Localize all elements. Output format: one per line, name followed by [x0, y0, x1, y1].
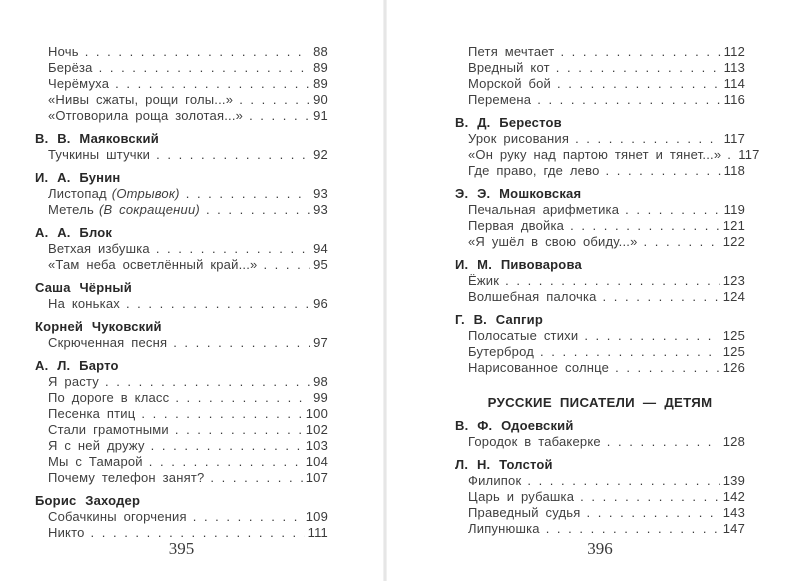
entry-page-number: 90: [313, 92, 328, 107]
author-name: Борис Заходер: [35, 493, 141, 508]
entry-title: Ночь: [48, 44, 79, 59]
dot-leader: [156, 147, 310, 163]
dot-leader: [556, 60, 721, 76]
entry-page-number: 117: [738, 147, 760, 162]
dot-leader: [239, 92, 310, 108]
entry-page-number: 89: [313, 76, 328, 91]
toc-entry: [455, 434, 745, 450]
entry-title: Черёмуха: [48, 76, 110, 91]
toc-entry: [35, 108, 328, 124]
dot-leader: [584, 328, 719, 344]
toc-entry: [455, 76, 745, 92]
entry-subtitle-italic: (Отрывок): [111, 186, 180, 201]
entry-page-number: 112: [723, 44, 745, 59]
entry-page-number: 92: [313, 147, 328, 162]
dot-leader: [173, 335, 310, 351]
dot-leader: [625, 202, 721, 218]
entry-title: Праведный судья: [468, 505, 581, 520]
entry-title: Я расту: [48, 374, 99, 389]
toc-entry: [455, 521, 745, 537]
toc-entry: [35, 147, 328, 163]
entry-page-number: 142: [722, 489, 745, 504]
entry-page-number: 93: [313, 186, 328, 201]
dot-leader: [263, 257, 310, 273]
entry-title: Городок в табакерке: [468, 434, 601, 449]
entry-title: Бутерброд: [468, 344, 535, 359]
entry-title: «Отговорила роща золотая...»: [48, 108, 244, 123]
toc-entry: [35, 76, 328, 92]
dot-leader: [546, 521, 720, 537]
toc-column-right: [455, 44, 760, 537]
toc-entry: [455, 163, 745, 179]
entry-page-number: 143: [722, 505, 745, 520]
entry-title: Урок рисования: [468, 131, 570, 146]
toc-entry: [35, 509, 328, 525]
entry-title: Липунюшка: [468, 521, 540, 536]
toc-entry: [455, 202, 745, 218]
page-gutter-line: [383, 0, 387, 581]
dot-leader: [249, 108, 310, 124]
dot-leader: [151, 438, 303, 454]
toc-column-left: [35, 44, 328, 541]
toc-entry: [455, 234, 745, 250]
page-number-right: 396: [587, 539, 613, 558]
entry-title: Почему телефон занят?: [48, 470, 205, 485]
entry-title: «Там неба осветлённый край...»: [48, 257, 258, 272]
dot-leader: [175, 390, 310, 406]
entry-title: Собачкины огорчения: [48, 509, 187, 524]
dot-leader: [606, 163, 721, 179]
toc-entry: [35, 60, 328, 76]
dot-leader: [505, 273, 720, 289]
entry-page-number: 114: [723, 76, 745, 91]
entry-title: Нарисованное солнце: [468, 360, 610, 375]
entry-title: Никто: [48, 525, 85, 540]
entry-title: Песенка птиц: [48, 406, 136, 421]
dot-leader: [560, 44, 720, 60]
author-name: Э. Э. Мошковская: [455, 186, 582, 201]
entry-title: Стали грамотными: [48, 422, 169, 437]
toc-entry: [455, 289, 745, 305]
entry-page-number: 125: [722, 328, 745, 343]
entry-title: Первая двойка: [468, 218, 565, 233]
toc-entry: [35, 44, 328, 60]
entry-title: Вредный кот: [468, 60, 550, 75]
entry-title: Ветхая избушка: [48, 241, 150, 256]
author-name: В. Ф. Одоевский: [455, 418, 574, 433]
toc-entry: [455, 273, 745, 289]
entry-title: Полосатые стихи: [468, 328, 579, 343]
toc-entry: [35, 390, 328, 406]
dot-leader: [149, 454, 303, 470]
entry-title: Скрюченная песня: [48, 335, 168, 350]
entry-page-number: 117: [723, 131, 745, 146]
toc-entry: [455, 489, 745, 505]
dot-leader: [85, 44, 310, 60]
dot-leader: [105, 374, 310, 390]
dot-leader: [575, 131, 721, 147]
entry-page-number: 111: [307, 525, 328, 540]
dot-leader: [727, 147, 735, 163]
entry-page-number: 123: [722, 273, 745, 288]
entry-title: Тучкины штучки: [48, 147, 151, 162]
entry-page-number: 116: [723, 92, 745, 107]
entry-title: Где право, где лево: [468, 163, 600, 178]
entry-page-number: 124: [722, 289, 745, 304]
author-name: Г. В. Сапгир: [455, 312, 543, 327]
entry-page-number: 147: [722, 521, 745, 536]
toc-entry: [455, 60, 745, 76]
entry-title: Я с ней дружу: [48, 438, 145, 453]
entry-title: «Нивы сжаты, рощи голы...»: [48, 92, 234, 107]
entry-title: Листопад: [48, 186, 107, 201]
author-name: А. А. Блок: [35, 225, 113, 240]
toc-entry: [35, 422, 328, 438]
toc-entry: [455, 218, 745, 234]
toc-entry: [35, 202, 328, 218]
author-name: А. Л. Барто: [35, 358, 119, 373]
entry-page-number: 122: [722, 234, 745, 249]
dot-leader: [115, 76, 310, 92]
entry-page-number: 96: [313, 296, 328, 311]
toc-entry: [455, 147, 760, 163]
dot-leader: [586, 505, 719, 521]
dot-leader: [206, 202, 310, 218]
toc-entry: [35, 335, 328, 351]
entry-page-number: 125: [722, 344, 745, 359]
toc-entry: [455, 328, 745, 344]
left-page: [35, 0, 328, 587]
entry-page-number: 103: [305, 438, 328, 453]
dot-leader: [607, 434, 720, 450]
right-page: [455, 0, 760, 587]
dot-leader: [540, 344, 720, 360]
dot-leader: [156, 241, 310, 257]
entry-title: По дороге в класс: [48, 390, 170, 405]
toc-entry: [35, 406, 328, 422]
author-name: Л. Н. Толстой: [455, 457, 553, 472]
entry-title: На коньках: [48, 296, 120, 311]
toc-entry: [35, 92, 328, 108]
entry-subtitle-italic: (В сокращении): [98, 202, 200, 217]
entry-page-number: 113: [723, 60, 745, 75]
dot-leader: [644, 234, 720, 250]
dot-leader: [580, 489, 720, 505]
toc-entry: [35, 241, 328, 257]
entry-page-number: 118: [723, 163, 745, 178]
toc-entry: [455, 92, 745, 108]
author-name: В. Д. Берестов: [455, 115, 562, 130]
toc-entry: [35, 374, 328, 390]
entry-page-number: 109: [305, 509, 328, 524]
entry-title: Волшебная палочка: [468, 289, 597, 304]
dot-leader: [615, 360, 720, 376]
entry-page-number: 126: [722, 360, 745, 375]
dot-leader: [527, 473, 719, 489]
dot-leader: [557, 76, 721, 92]
dot-leader: [126, 296, 310, 312]
dot-leader: [186, 186, 310, 202]
page-number-left: 395: [168, 539, 195, 558]
toc-entry: [455, 505, 745, 521]
toc-entry: [35, 454, 328, 470]
entry-page-number: 93: [313, 202, 328, 217]
dot-leader: [537, 92, 720, 108]
toc-entry: [455, 44, 745, 60]
entry-title: Петя мечтает: [468, 44, 555, 59]
toc-entry: [455, 344, 745, 360]
dot-leader: [99, 60, 311, 76]
toc-entry: [35, 186, 328, 202]
entry-title: «Я ушёл в свою обиду...»: [468, 234, 638, 249]
author-name: И. М. Пивоварова: [455, 257, 582, 272]
toc-entry: [35, 257, 328, 273]
toc-entry: [35, 296, 328, 312]
toc-entry: [455, 473, 745, 489]
entry-page-number: 95: [313, 257, 328, 272]
entry-page-number: 97: [313, 335, 328, 350]
entry-title: Берёза: [48, 60, 93, 75]
entry-page-number: 121: [722, 218, 745, 233]
dot-leader: [193, 509, 303, 525]
entry-page-number: 104: [305, 454, 328, 469]
author-name: Корней Чуковский: [35, 319, 162, 334]
entry-page-number: 139: [722, 473, 745, 488]
entry-page-number: 91: [313, 108, 328, 123]
entry-page-number: 99: [313, 390, 328, 405]
dot-leader: [570, 218, 720, 234]
entry-page-number: 100: [305, 406, 328, 421]
entry-page-number: 102: [305, 422, 328, 437]
entry-page-number: 107: [305, 470, 328, 485]
toc-entry: [455, 360, 745, 376]
author-name: Саша Чёрный: [35, 280, 132, 295]
dot-leader: [210, 470, 302, 486]
author-name: И. А. Бунин: [35, 170, 121, 185]
entry-title: «Он руку над партою тянет и тянет...»: [468, 147, 722, 162]
entry-page-number: 128: [722, 434, 745, 449]
section-heading: РУССКИЕ ПИСАТЕЛИ — ДЕТЯМ: [487, 395, 713, 410]
entry-title: Филипок: [468, 473, 522, 488]
entry-title: Царь и рубашка: [468, 489, 575, 504]
entry-title: Печальная арифметика: [468, 202, 620, 217]
entry-page-number: 119: [723, 202, 745, 217]
entry-title: Ёжик: [468, 273, 500, 288]
entry-page-number: 89: [313, 60, 328, 75]
entry-page-number: 94: [313, 241, 328, 256]
toc-entry: [455, 131, 745, 147]
dot-leader: [141, 406, 302, 422]
entry-title: Перемена: [468, 92, 532, 107]
entry-title: Мы с Тамарой: [48, 454, 143, 469]
entry-page-number: 98: [313, 374, 328, 389]
toc-entry: [35, 438, 328, 454]
dot-leader: [175, 422, 303, 438]
entry-page-number: 88: [313, 44, 328, 59]
toc-entry: [35, 470, 328, 486]
entry-title: Морской бой: [468, 76, 552, 91]
author-name: В. В. Маяковский: [35, 131, 159, 146]
dot-leader: [603, 289, 720, 305]
entry-title: Метель: [48, 202, 94, 217]
